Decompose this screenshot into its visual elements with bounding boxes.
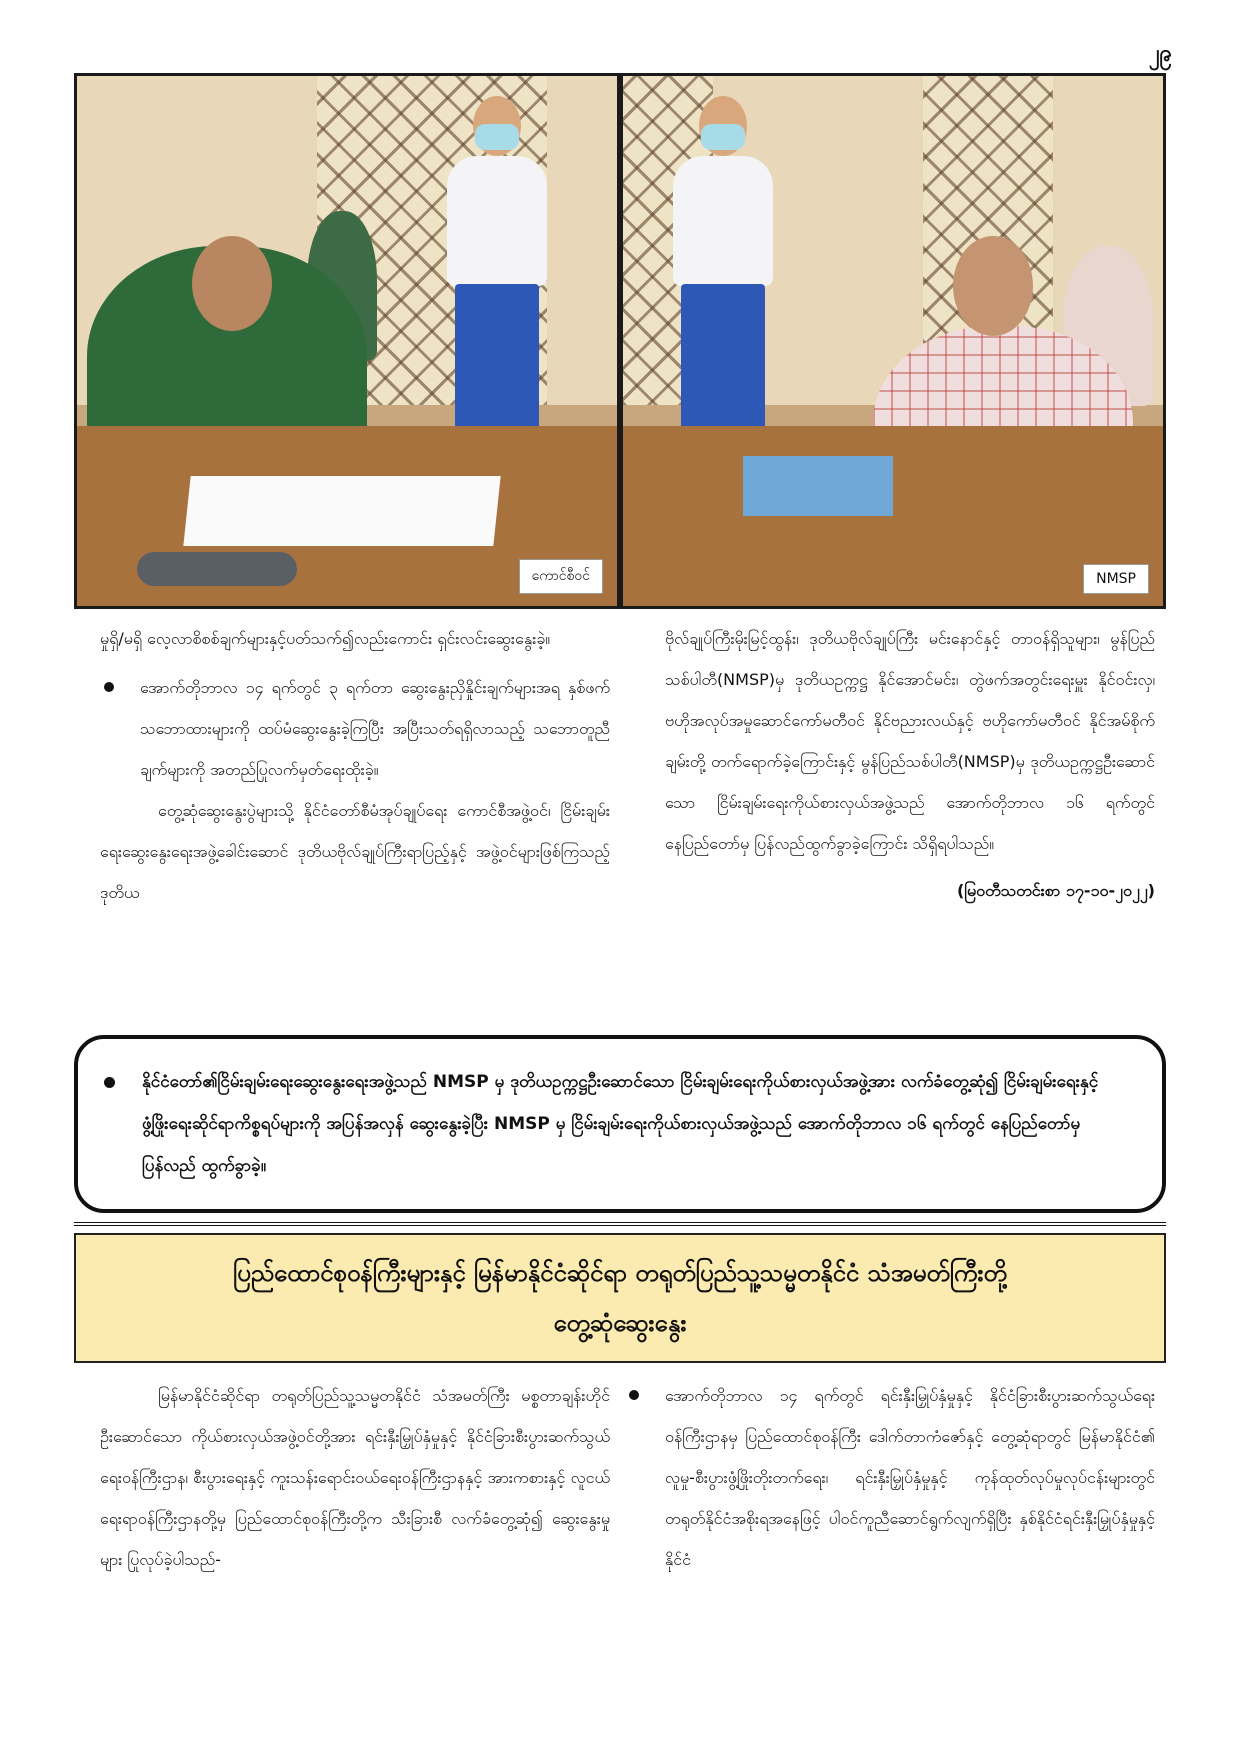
headline-line-1: ပြည်ထောင်စုဝန်ကြီးများနှင့် မြန်မာနိုင်ငံဆိုင်ရာ တရုတ်ပြည်သူ့သမ္မတနိုင်ငံ သံအမတ်ကြီးတို့ <box>233 1259 1007 1287</box>
photo-frame <box>74 73 1166 609</box>
page-number: ၂၉ <box>1148 41 1172 66</box>
photo-signing-nmsp <box>623 76 1163 606</box>
article1-left-paragraph-2: တွေ့ဆုံဆွေးနွေးပွဲများသို့ နိုင်ငံတော်စီမံအုပ်ချုပ်ရေး ကောင်စီအဖွဲ့ဝင်၊ ငြိမ်းချမ်းရေးဆွေးနွေးရေးအဖွဲ့ခေါင်းဆောင် ဒုတိယဗိုလ်ချုပ်ကြီးရာပြည့်နှင့် အဖွဲ့ဝင်များဖြစ်ကြသည့် ဒုတိယ <box>100 801 610 902</box>
section-divider <box>74 1222 1166 1226</box>
article2-left-paragraph: မြန်မာနိုင်ငံဆိုင်ရာ တရုတ်ပြည်သူ့သမ္မတနိုင်ငံ သံအမတ်ကြီး မစ္စတာချန်းဟိုင် ဦးဆောင်သော ကိုယ်စားလှယ်အဖွဲ့ဝင်တို့အား ရင်းနှီးမြှုပ်နှံမှုနှင့် နိုင်ငံခြားစီးပွားဆက်သွယ်ရေးဝန်ကြီးဌာန၊ စီးပွားရေးနှင့် ကူးသန်းရောင်းဝယ်ရေးဝန်ကြီးဌာနနှင့် အားကစားနှင့် လူငယ်ရေးရာဝန်ကြီးဌာနတို့မှ ပြည်ထောင်စုဝန်ကြီးတို့က သီးခြားစီ လက်ခံတွေ့ဆုံ၍ ဆွေးနွေးမှုများ ပြုလုပ်ခဲ့ပါသည်- <box>100 1386 610 1569</box>
article1-left-column <box>100 618 610 913</box>
summary-box: နိုင်ငံတော်၏ငြိမ်းချမ်းရေးဆွေးနွေးရေးအဖွဲ့သည် NMSP မှ ဒုတိယဥက္ကဋ္ဌဦးဆောင်သော ငြိမ်းချမ်းရေးကိုယ်စားလှယ်အဖွဲ့အား လက်ခံတွေ့ဆုံ၍ ငြိမ်းချမ်းရေးနှင့် ဖွံ့ဖြိုးရေးဆိုင်ရာကိစ္စရပ်များကို အပြန်အလှန် ဆွေးနွေးခဲ့ပြီး NMSP မှ ငြိမ်းချမ်းရေးကိုယ်စားလှယ်အဖွဲ့သည် အောက်တိုဘာလ ၁၆ ရက်တွင် နေပြည်တော်မှ ပြန်လည် ထွက်ခွာခဲ့။ <box>74 1035 1166 1213</box>
article1-source: (မြဝတီသတင်းစာ ၁၇-၁၀-၂၀၂၂) <box>956 881 1155 900</box>
article1-left-paragraph-1: မှုရှိ/မရှိ လေ့လာစိစစ်ချက်များနှင့်ပတ်သက်၍လည်းကောင်း ရှင်းလင်းဆွေးနွေးခဲ့။ <box>100 629 551 648</box>
headline-box <box>74 1233 1166 1363</box>
article2-right-column <box>625 1375 1155 1580</box>
article1-right-paragraph-1: ဗိုလ်ချုပ်ကြီးမိုးမြင့်ထွန်း၊ ဒုတိယဗိုလ်ချုပ်ကြီး မင်းနောင်နှင့် တာဝန်ရှိသူများ၊ မွန်ပြည်သစ်ပါတီ(NMSP)မှ ဒုတိယဥက္ကဋ္ဌ နိုင်အောင်မင်း၊ တွဲဖက်အတွင်းရေးမှူး နိုင်ဝင်းလှ၊ ဗဟိုအလုပ်အမှုဆောင်ကော်မတီဝင် နိုင်ဗညားလယ်နှင့် ဗဟိုကော်မတီဝင် နိုင်အမ်စိုက်ချမ်းတို့ တက်ရောက်ခဲ့ကြောင်းနှင့် မွန်ပြည်သစ်ပါတီ(NMSP)မှ ဒုတိယဥက္ကဋ္ဌဦးဆောင်သော ငြိမ်းချမ်းရေးကိုယ်စားလှယ်အဖွဲ့သည် အောက်တိုဘာလ ၁၆ ရက်တွင် နေပြည်တော်မှ ပြန်လည်ထွက်ခွာခဲ့ကြောင်း သိရှိရပါသည်။ <box>665 629 1155 853</box>
photo-caption-right: NMSP <box>1083 564 1149 594</box>
photo-signing-general <box>77 76 617 606</box>
article2-bullet-1: အောက်တိုဘာလ ၁၄ ရက်တွင် ရင်းနှီးမြှုပ်နှံမှုနှင့် နိုင်ငံခြားစီးပွားဆက်သွယ်ရေးဝန်ကြီးဌာနမှ ပြည်ထောင်စုဝန်ကြီး ဒေါက်တာကံဇော်နှင့် တွေ့ဆုံရာတွင် မြန်မာနိုင်ငံ၏ လူမှု-စီးပွားဖွံ့ဖြိုးတိုးတက်ရေး၊ ရင်းနှီးမြှုပ်နှံမှုနှင့် ကုန်ထုတ်လုပ်မှုလုပ်ငန်းများတွင် တရုတ်နိုင်ငံအစိုးရအနေဖြင့် ပါဝင်ကူညီဆောင်ရွက်လျက်ရှိပြီး နှစ်နိုင်ငံရင်းနှီးမြှုပ်နှံမှုနှင့် နိုင်ငံ <box>625 1375 1155 1580</box>
article2-left-column <box>100 1375 610 1580</box>
article1-bullet-1: အောက်တိုဘာလ ၁၄ ရက်တွင် ၃ ရက်တာ ဆွေးနွေးညှိနှိုင်းချက်များအရ နှစ်ဖက်သဘောထားများကို ထပ်မံဆွေးနွေးခဲ့ကြပြီး အပြီးသတ်ရရှိလာသည့် သဘောတူညီချက်များကို အတည်ပြုလက်မှတ်ရေးထိုးခဲ့။ <box>100 667 610 790</box>
article1-right-column <box>665 618 1155 911</box>
photo-caption-left: ကောင်စီဝင် <box>519 559 603 594</box>
headline-line-2: တွေ့ဆုံဆွေးနွေး <box>553 1309 687 1337</box>
